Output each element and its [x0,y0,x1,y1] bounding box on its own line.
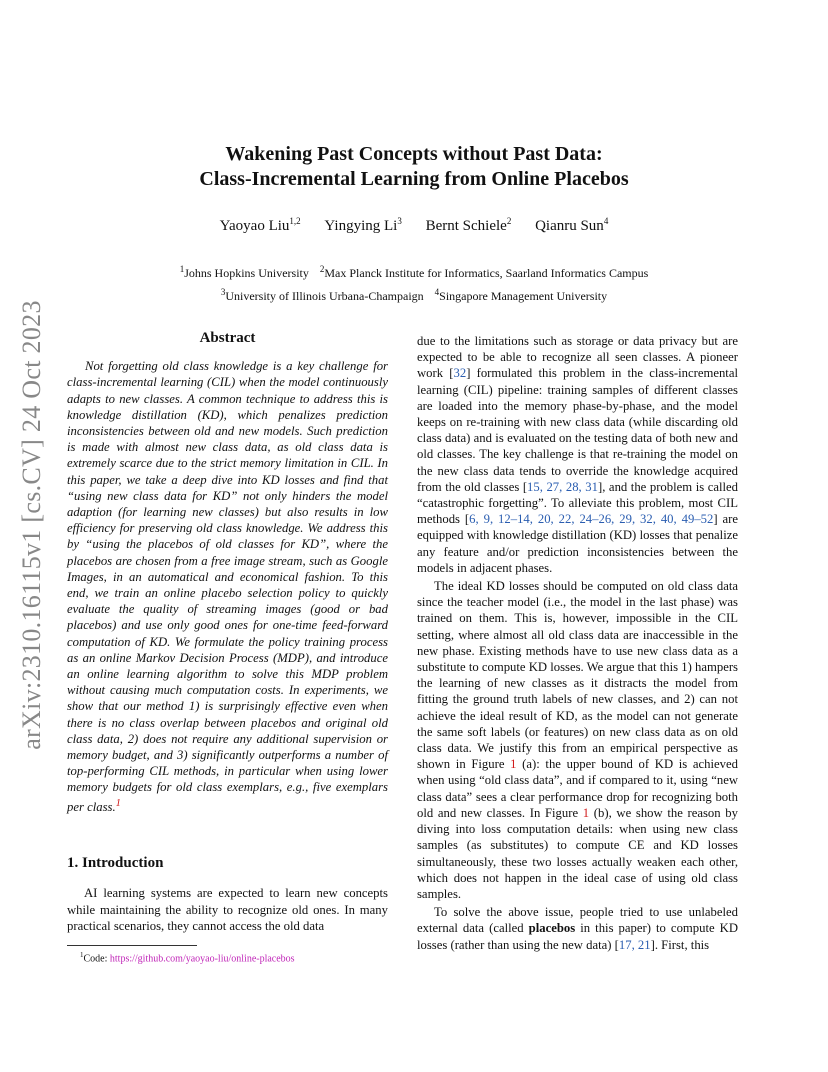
figure-reference-link[interactable]: 1 [510,757,517,772]
affiliation-mark: 3 [220,287,226,297]
body-paragraph [417,333,738,576]
abstract-body [67,358,388,815]
paragraph-text: due to the limitations such as storage or data privacy but are expected to be able to recognize all seen classes. A pioneer work [ [417,334,738,381]
paragraph-text: ] formulated this problem in the class-incremental learning (CIL) pipeline: training samples of different classes are loaded into the memory phase-by-phase, and the model keeps on re-training with new class data (while discarding old class data) and is evaluated on the testing data of both new and old classes. The key challenge is that re-training the model on the new class data tends to override the knowledge acquired from the old classes [ [417,366,738,494]
affiliation-mark: 2 [319,264,325,274]
arxiv-identifier-text: arXiv:2310.16115v1 [cs.CV] 24 Oct 2023 [17,300,46,750]
author-name: Yingying Li [324,218,398,234]
affiliation-name: Singapore Management University [439,289,608,303]
footnote-divider [67,945,197,946]
right-column [417,333,738,955]
author [220,216,301,235]
author-name: Bernt Schiele [425,218,507,234]
paragraph-text: (a): the upper bound of KD is achieved when using “old class data”, and if compared to it, using “new class data” sees a clear performance drop for recognizing both old and new classes. In Figure [417,757,738,820]
affiliation-name: University of Illinois Urbana-Champaign [225,289,424,303]
paper-title [0,142,828,192]
affiliation [180,260,309,283]
code-url-link[interactable]: https://github.com/yaoyao-liu/online-placebos [109,953,295,965]
author-list [0,216,828,235]
affiliation-row [0,283,828,306]
author-affiliation-mark: 2 [506,216,512,226]
citation-link[interactable]: 15, 27, 28, 31 [527,479,598,494]
abstract-text: Not forgetting old class knowledge is a key challenge for class-incremental learning (CIL) when the model continuously adapts to new classes. A common technique to address this is knowledge distillation (KD), which penalizes prediction inconsistencies between old and new models. Such prediction is made with almost new class data, as old class data is extremely scarce due to the strict memory limitation in CIL. In this paper, we take a deep dive into KD losses and find that “using new class data for KD” not only hinders the model adaption (for learning new classes) but also results in low efficiency for preserving old class knowledge. We address this by “using the placebos of old classes for KD”, where the placebos are chosen from a free image stream, such as Google Images, in an automatical and economical fashion. To this end, we train an online placebo selection policy to quickly evaluate the quality of streaming images (good or bad placebos) and use only good ones for one-time feed-forward computation of KD. We formulate the policy training process as an online Markov Decision Process (MDP), and introduce an online learning algorithm to solve this MDP problem without causing much computation costs. In experiments, we show that our method 1) is surprisingly effective even when there is no class overlap between placebos and original old class data, 2) does not require any additional supervision or memory budget, and 3) significantly outperforms a number of top-performing CIL methods, in particular when using lower memory budgets for old class exemplars, e.g., five exemplars per class. [67,359,388,814]
left-column [67,330,388,936]
title-line-2: Class-Incremental Learning from Online Placebos [199,168,629,190]
abstract-heading: Abstract [199,330,256,346]
affiliation-name: Johns Hopkins University [184,266,309,280]
citation-link[interactable]: 32 [453,366,467,381]
affiliation [221,283,424,306]
affiliation [320,260,648,283]
paragraph-text: The ideal KD losses should be computed on old class data since the teacher model (i.e., the model in the last phase) was trained on them. This is, however, impossible in the CIL setting, where almost all old class data are inaccessible in the new phase. Existing methods have to use new class data as a substitute to compute KD losses. We argue that this 1) hampers the learning of new classes as it distracts the model from fitting the ground truth labels of new classes, and 2) can not achieve the ideal result of KD, as the model can not generate the same soft labels (or features) on new class data as on old class data. We justify this from an empirical perspective as shown in Figure [417,579,738,772]
affiliation [435,283,607,306]
paragraph-text: (b), we show the reason by diving into loss computation details: when using new class samples (as substitutes) to compute CE and KD losses simultaneously, these two losses actually weaken each other, which does not happen in the ideal case of using old class samples. [417,805,738,901]
affiliation-mark: 1 [179,264,185,274]
author [324,216,401,235]
bold-term: placebos [528,921,576,936]
author [426,216,512,235]
abstract-footnote-link[interactable]: 1 [115,797,121,809]
author [535,216,608,235]
introduction-heading: 1. Introduction [67,855,164,872]
affiliation-row [0,260,828,283]
paragraph-text: ] are equipped with knowledge distillation (KD) losses that penalize any feature and/or prediction inconsistencies between the models in adjacent phases. [417,512,739,575]
paragraph-text: ], and the problem is called “catastrophic forgetting”. To alleviate this problem, most CIL methods [ [417,479,738,527]
arxiv-identifier-stamp [10,285,54,765]
citation-link[interactable]: 6, 9, 12–14, 20, 22, 24–26, 29, 32, 40, 49–52 [469,512,714,527]
author-affiliation-mark: 1,2 [289,216,301,226]
paragraph-text: ]. First, this [650,937,710,952]
affiliation-name: Max Planck Institute for Informatics, Saarland Informatics Campus [324,266,649,280]
footnote-mark: 1 [80,951,84,959]
affiliation-mark: 4 [434,287,440,297]
paragraph-text: in this paper) to compute KD losses (rather than using the new data) [ [417,921,738,952]
introduction-paragraph: AI learning systems are expected to learn new concepts while maintaining the ability to recognize old ones. In many practical scenarios, they cannot access the old data [67,886,388,933]
body-paragraph [417,904,738,953]
author-affiliation-mark: 4 [603,216,609,226]
citation-link[interactable]: 17, 21 [618,937,651,952]
figure-reference-link[interactable]: 1 [582,805,590,820]
footnote [80,951,295,964]
author-affiliation-mark: 3 [397,216,402,226]
body-paragraph [417,578,738,902]
footnote-label: Code: [83,953,110,965]
paragraph-text: To solve the above issue, people tried to use unlabeled external data (called [417,905,738,936]
author-name: Yaoyao Liu [219,218,290,234]
affiliation-list [0,260,828,306]
author-name: Qianru Sun [535,218,604,234]
title-line-1: Wakening Past Concepts without Past Data: [225,143,603,165]
